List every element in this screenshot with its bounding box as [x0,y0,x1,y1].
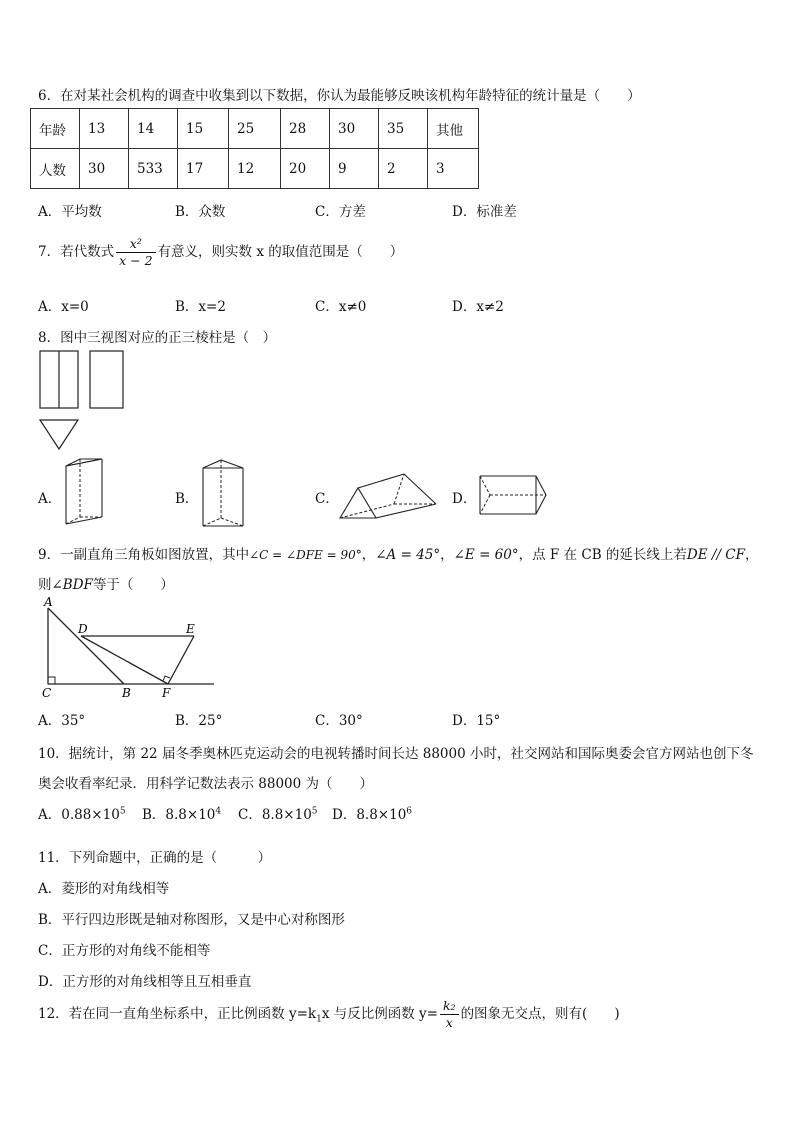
side-view [90,351,123,408]
prism-hidden-edge [480,495,490,514]
q11-option-d: D．正方形的对角线相等且互相垂直 [38,974,252,990]
prism-edge [66,517,102,524]
q6-option-c: C．方差 [315,204,366,220]
q9-option-c: C．30° [315,713,363,729]
right-angle-c [48,677,55,684]
q9-triangle-figure [36,596,218,700]
q10-option-d [332,803,412,823]
option-exponent: 6 [406,806,413,817]
table-cell: 17 [178,149,229,189]
q8-option-b-label: B． [175,491,199,507]
table-cell: 13 [80,109,129,149]
q9-stem-line2 [38,573,174,593]
q8-option-c-label: C． [315,491,339,507]
option-base: B．8.8×10 [142,807,216,823]
q7-frac-num: x² [116,236,155,253]
q7-option-c: C．x≠0 [315,299,367,315]
option-base: A．0.88×10 [38,807,120,823]
q8-option-a-prism [60,456,108,532]
table-cell: 年龄 [31,109,80,149]
table-row [31,109,479,149]
q12-frac-den: x [445,1015,453,1030]
q6-option-a: A．平均数 [38,204,102,220]
q9-sep: ， [440,547,454,563]
q10-stem-line1: 10．据统计，第 22 届冬季奥林匹克运动会的电视转播时间长达 88000 小时，社交网站和国际奥委会官方网站也创下冬 [38,746,754,762]
q7-frac-den: x − 2 [119,253,153,268]
option-base: D．8.8×10 [332,807,407,823]
table-cell: 25 [229,109,281,149]
label-c: C [42,686,52,700]
q8-stem: 8．图中三视图对应的正三棱柱是（ ） [38,330,277,346]
table-cell: 12 [229,149,281,189]
q8-option-c-prism [336,470,448,522]
q9-math-parallel: DE // CF [686,547,745,563]
q9-sep: ， [744,547,759,563]
segment-ef [168,636,194,684]
label-a: A [44,596,53,609]
q7-stem-pre: 7．若代数式 [38,244,115,260]
q9-math-angle-e: ∠E = 60° [453,547,519,563]
q9-stem-pre: 9．一副直角三角板如图放置，其中 [38,547,250,563]
q9-math-angle-bdf: ∠BDF [51,577,93,593]
prism-hidden-edge [203,518,221,526]
table-cell: 30 [330,109,379,149]
q12-stem-pre: 12．若在同一直角坐标系中，正比例函数 y=k [38,1006,317,1022]
right-angle-f [163,676,170,681]
table-cell: 15 [178,109,229,149]
prism-edge [358,474,404,488]
table-cell: 3 [428,149,479,189]
label-b: B [122,686,131,700]
prism-front-face [340,488,376,518]
q7-option-d: D．x≠2 [452,299,504,315]
q7-stem-post: 有意义，则实数 x 的取值范围是（ ） [157,244,404,260]
table-cell: 30 [80,149,129,189]
q12-fraction [440,998,459,1031]
q7-option-a: A．x=0 [38,299,89,315]
q11-stem: 11．下列命题中，正确的是（ ） [38,850,272,866]
q10-option-b [142,803,221,823]
table-cell: 35 [379,109,428,149]
q11-option-b: B．平行四边形既是轴对称图形，又是中心对称图形 [38,912,345,928]
label-f: F [162,686,171,700]
q8-option-d-label: D． [452,491,477,507]
option-exponent: 4 [215,806,222,817]
table-cell: 2 [379,149,428,189]
q9-math-angle-a: ∠A = 45° [375,547,441,563]
top-view-triangle [40,420,78,449]
table-cell: 人数 [31,149,80,189]
q12-frac-num: k₂ [440,998,459,1015]
q11-option-a: A．菱形的对角线相等 [38,881,170,897]
q8-option-b-prism [198,456,248,532]
q8-three-views-figure [36,348,128,454]
prism-edge [404,474,436,504]
prism-hidden-edge [221,518,243,526]
table-cell: 14 [129,109,178,149]
q9-option-a: A．35° [38,713,86,729]
segment-ab [48,608,124,684]
q10-option-a [38,803,126,823]
q9-line2-post: 等于（ ） [92,577,174,593]
segment-df [81,636,168,684]
prism-edge [66,459,102,466]
q7-stem [38,236,403,269]
table-cell: 533 [129,149,178,189]
q12-stem-post: 的图象无交点，则有( ) [460,1006,620,1022]
table-cell: 28 [281,109,330,149]
option-exponent: 5 [311,806,318,817]
table-cell: 其他 [428,109,479,149]
q6-option-d: D．标准差 [452,204,517,220]
prism-hidden-edge [394,474,404,504]
q8-option-d-prism [474,472,550,520]
table-cell: 9 [330,149,379,189]
label-d: D [78,622,88,636]
q6-data-table [30,108,479,189]
option-base: C．8.8×10 [238,807,312,823]
q7-option-b: B．x=2 [175,299,226,315]
q12-stem-mid: x 与反比例函数 y= [321,1006,438,1022]
table-row [31,149,479,189]
q6-option-b: B．众数 [175,204,226,220]
q12-subscript: 1 [316,1014,322,1025]
prism-hidden-edge [480,476,490,495]
option-exponent: 5 [119,806,126,817]
q12-stem [38,998,620,1031]
q9-option-d: D．15° [452,713,501,729]
q7-fraction [116,236,155,269]
q9-stem-post: ，点 F 在 CB 的延长线上若 [518,547,687,563]
q9-line2-pre: 则 [38,577,52,593]
q9-sep: ， [361,547,376,563]
q9-option-b: B．25° [175,713,223,729]
q8-option-a-label: A． [38,491,62,507]
q9-stem [38,543,758,563]
label-e: E [186,622,195,636]
q10-stem-line2: 奥会收看率纪录．用科学记数法表示 88000 为（ ） [38,776,374,792]
q10-option-c [238,803,318,823]
q11-option-c: C．正方形的对角线不能相等 [38,943,211,959]
q9-math-angles: ∠C = ∠DFE = 90° [249,548,362,562]
prism-top [203,460,243,468]
table-cell: 20 [281,149,330,189]
q6-stem: 6．在对某社会机构的调查中收集到以下数据，你认为最能够反映该机构年龄特征的统计量是（ ） [38,88,641,104]
